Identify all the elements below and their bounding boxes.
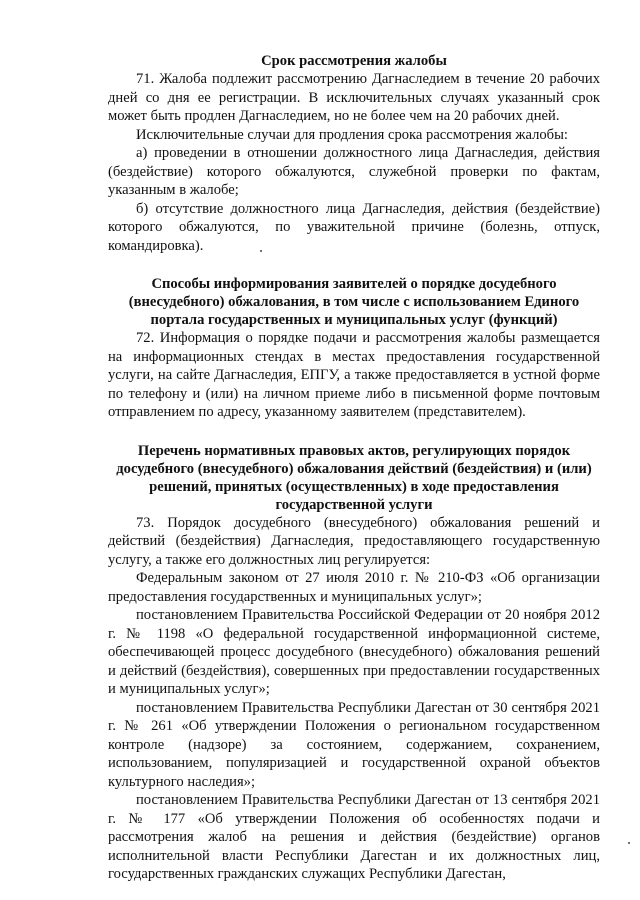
section-heading-review-period: Срок рассмотрения жалобы [261,53,447,69]
paragraph-rf-resolution-1198: постановлением Правительства Российской Федерации от 20 ноября 2012 г. № 1198 «О федеральной государственной информационной системе, обеспечивающей процесс досудебного (внесудебного) обжалования решений и действий (бездействия), совершенных при предоставлении государственных и муниципальных услуг»; [108,607,600,697]
paragraph-73: 73. Порядок досудебного (внесудебного) обжалования решений и действий (бездействия) Дагнаследия, предоставляющего государственную услугу, а также его должностных лиц регулируется: [108,514,600,568]
paragraph-72: 72. Информация о порядке подачи и рассмотрения жалобы размещается на информационных стендах в местах предоставления государственной услуги, на сайте Дагнаследия, ЕПГУ, а также предоставляется в устной форме по телефону и (или) на личном приеме либо в письменной форме почтовым отправлением по адресу, указанному заявителем (представителем). [108,330,600,420]
paragraph-case-b: б) отсутствие должностного лица Дагнаследия, действия (бездействие) которого обжалуются, по уважительной причине (болезнь, отпуск, командировка). [108,200,600,254]
paragraph-71: 71. Жалоба подлежит рассмотрению Дагнаследием в течение 20 рабочих дней со дня ее регистрации. В исключительных случаях указанный срок может быть продлен Дагнаследием, но не более чем на 20 рабочих дней. [108,71,600,124]
paragraph-case-a: а) проведении в отношении должностного лица Дагнаследия, действия (бездействие) которого обжалуются, служебной проверки по фактам, указанным в жалобе; [108,145,600,198]
section-heading-legal-acts: Перечень нормативных правовых актов, регулирующих порядок досудебного (внесудебного) обжалования действий (бездействия) и (или) решений, принятых (осуществленных) в ходе предоставления государственной услуги [116,442,592,513]
scan-speck [260,250,262,252]
paragraph-rd-resolution-177: постановлением Правительства Республики Дагестан от 13 сентября 2021 г. № 177 «Об утверждении Положения об особенностях подачи и рассмотрения жалоб на решения и действия (бездействие) органов исполнительной власти Республики Дагестан и их должностных лиц, государственных гражданских служащих Республики Дагестан, [108,792,600,882]
scan-speck [628,842,630,844]
section-heading-informing-methods: Способы информирования заявителей о порядке досудебного (внесудебного) обжалования, в том числе с использованием Единого портала государственных и муниципальных услуг (функций) [128,276,580,328]
paragraph-rd-resolution-261: постановлением Правительства Республики Дагестан от 30 сентября 2021 г. № 261 «Об утверждении Положения о региональном государственном контроле (надзоре) за состоянием, содержанием, сохранением, использованием, популяризацией и государственной охраной объектов культурного наследия»; [108,699,600,790]
paragraph-exceptional-cases: Исключительные случаи для продления срока рассмотрения жалобы: [136,126,568,143]
paragraph-federal-law: Федеральным законом от 27 июля 2010 г. № 210-ФЗ «Об организации предоставления государственных и муниципальных услуг»; [108,570,600,605]
